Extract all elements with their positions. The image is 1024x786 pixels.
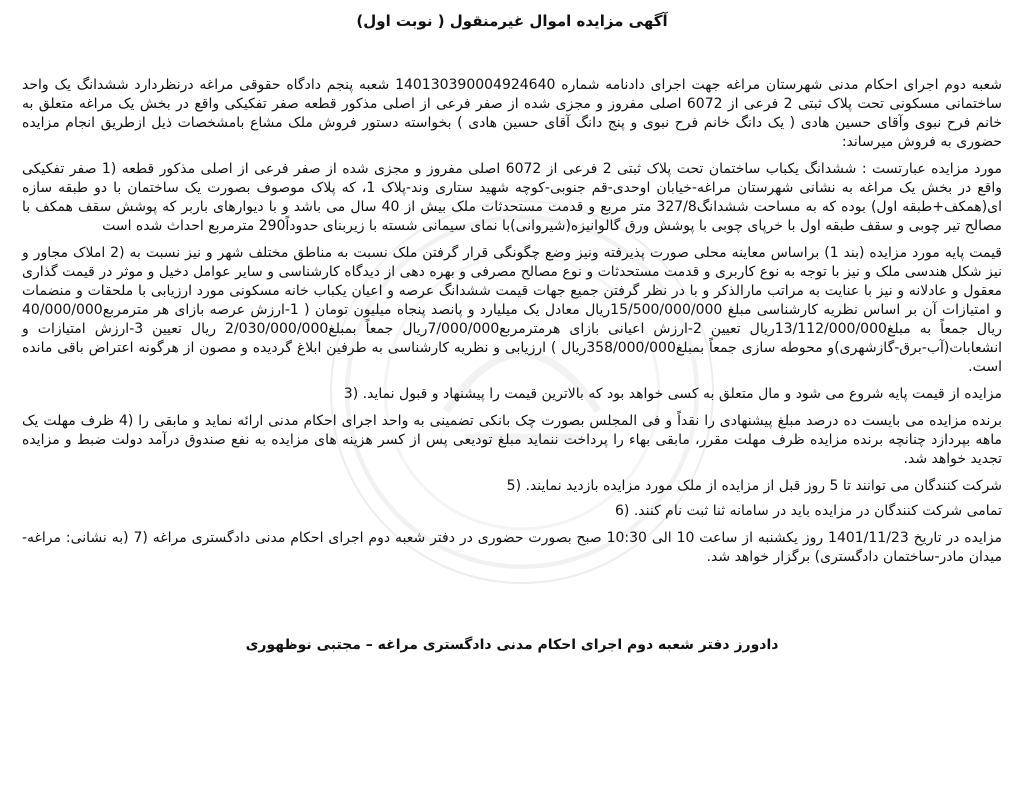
signature-line: دادورز دفتر شعبه دوم اجرای احکام مدنی دادگستری مراغه – مجتبی نوظهوری bbox=[245, 637, 779, 653]
clause-4: برنده مزایده می بایست ده درصد مبلغ پیشنهادی را نقداً و فی المجلس بصورت چک بانکی تضمینی به واحد اجرای احکام مدنی ارائه نماید و مابقی را (4 ظرف مهلت یک ماهه بپردازد چنانچه برنده مزایده ظرف مهلت مقرر، مابقی بهاء را پرداخت ننماید مبلغ تودیعی پس از کسر هزینه های مزایده به نفع صندوق درآمد دولت ضبط و مزایده تجدید خواهد شد. bbox=[22, 413, 1002, 467]
clause-7: مزایده در تاریخ 1401/11/23 روز یکشنبه از ساعت 10 الی 10:30 صبح بصورت حضوری در دفتر شعبه دوم اجرای احکام مدنی دادگستری مراغه (7 (به نشانی: مراغه-میدان مادر-ساختمان دادگستری) برگزار خواهد شد. bbox=[22, 530, 1002, 565]
clause-5: شرکت کنندگان می توانند تا 5 روز قبل از مزایده از ملک مورد مزایده بازدید نمایند. (5 bbox=[506, 478, 1002, 494]
clause-3: مزایده از قیمت پایه شروع می شود و مال متعلق به کسی خواهد بود که بالاترین قیمت را پیشنهاد و قبول نماید. (3 bbox=[343, 386, 1002, 402]
clause-6: تمامی شرکت کنندگان در مزایده باید در سامانه ثنا ثبت نام کنند. (6 bbox=[614, 503, 1002, 519]
intro-paragraph: شعبه دوم اجرای احکام مدنی شهرستان مراغه جهت اجرای دادنامه شماره 140130390004924640 شعبه پنجم دادگاه حقوقی مراغه درنظردارد ششدانگ یک واحد ساختمانی مسکونی تحت پلاک ثبتی 2 فرعی از 6072 اصلی مفروز و مجزی شده از صفر فرعی از اصلی مذکور قطعه صفر تفکیکی واقع در بخش یک مراغه متعلق به خانم فرح نبوی وآقای حسین هادی ( یک دانگ خانم فرح نبوی و پنج دانگ آقای حسین هادی ) بخواسته دستور فروش ملک مشاع بامشخصات ذیل ازطریق انجام مزایده حضوری به فروش میرساند: bbox=[22, 77, 1002, 150]
clause-2: قیمت پایه مورد مزایده (بند 1) براساس معاینه محلی صورت پذیرفته ونیز وضع چگونگی قرار گرفتن ملک نسبت به مناطق مختلف شهر و نیز نسبت به (2 املاک مجاور و نیز شکل هندسی ملک و نیز با توجه به نوع کاربری و قدمت مستحدثات و نوع مصالح مصرفی و بهره دهی از دیدگاه کارشناسی و سایر عوامل دخیل و موثر در قیمت گذاری معقول و عادلانه و نیز با عنایت به مراتب مارالذکر و با در نظر گرفتن جمیع جهات قیمت ششدانگ عرصه و اعیان یکباب خانه مسکونی مورد ارزیابی با ملحقات و منضمات و امتیازات آن بر اساس نظریه کارشناسی مبلغ 15/500/000/000ریال معادل یک میلیارد و پانصد پنجاه میلیون تومان ( 1-ارزش عرصه بازای هر مترمربع40/000/000 ریال جمعاً به مبلغ13/112/000/000ریال تعیین 2-ارزش اعیانی بازای هرمترمربع7/000/000ریال جمعاً بمبلغ2/030/000/000 ریال تعیین 3-ارزش امتیازات و انشعابات(آب-برق-گازشهری)و محوطه سازی جمعاً بمبلغ358/000/000ریال ) ارزیابی و نظریه کارشناسی به طرفین ابلاغ گردیده و مصون از هرگونه اعتراض باقی مانده است. bbox=[22, 245, 1002, 375]
notice-title: آگهی مزایده اموال غیرمنقول ( نوبت اول) bbox=[356, 12, 668, 30]
clause-1: مورد مزایده عبارتست : ششدانگ یکباب ساختمان تحت پلاک ثبتی 2 فرعی از 6072 اصلی مفروز و مجزی شده از صفر فرعی از اصلی مذکور قطعه (1 صفر تفکیکی واقع در بخش یک مراغه به نشانی شهرستان مراغه-خیابان اوحدی-قم جنوبی-کوچه شهید ستاری وند-پلاک 1، که پلاک موصوف بصورت یک ساختمان با دو طبقه سازه ای(همکف+طبقه اول) بوده که به مساحت ششدانگ327/8 متر مربع و قدمت مستحدثات ملک بیش از 40 سال می باشد و با دیوارهای باربر که پوشش سقف همکف با مصالح تیر چوبی و سقف طبقه اول با خرپای چوبی با پوشش ورق گالوانیزه(شیروانی)با نمای سیمانی شسته با زیربنای حدوداً290 مترمربع احداث شده است bbox=[22, 161, 1003, 234]
